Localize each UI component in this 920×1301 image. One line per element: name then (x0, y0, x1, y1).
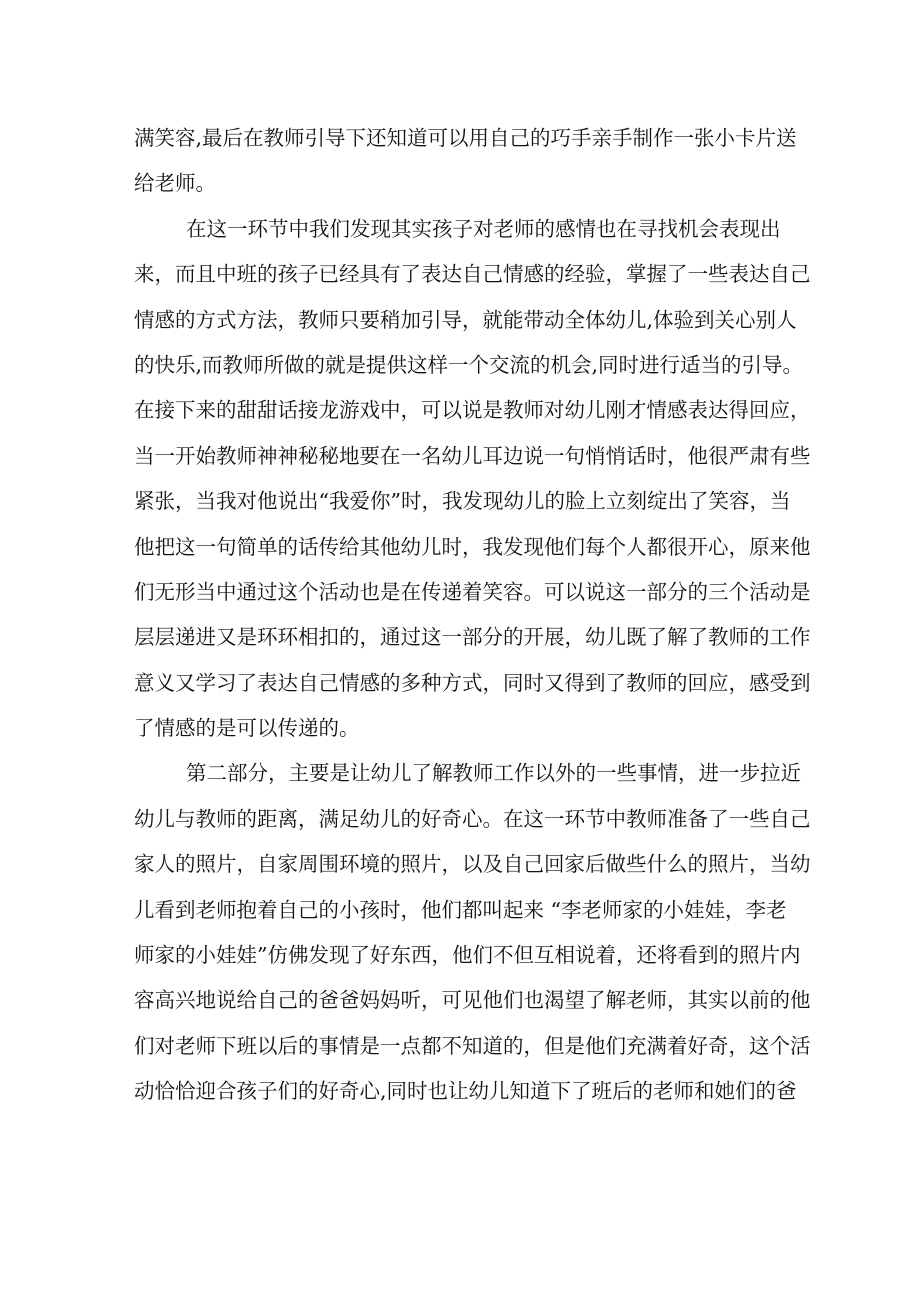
text-line: 了情感的是可以传递的。 (134, 716, 360, 741)
text-line: 们无形当中通过这个活动也是在传递着笑容。可以说这一部分的三个活动是 (134, 579, 811, 604)
text-line: 家人的照片，自家周围环境的照片，以及自己回家后做些什么的照片，当幼 (134, 852, 811, 877)
text-line: 容高兴地说给自己的爸爸妈妈听，可见他们也渴望了解老师，其实以前的他 (134, 988, 811, 1013)
text-line: 们对老师下班以后的事情是一点都不知道的，但是他们充满着好奇，这个活 (134, 1033, 811, 1058)
text-line: 层层递进又是环环相扣的，通过这一部分的开展，幼儿既了解了教师的工作 (134, 625, 811, 650)
text-line: 满笑容,最后在教师引导下还知道可以用自己的巧手亲手制作一张小卡片送 (134, 126, 797, 150)
text-line: 幼儿与教师的距离，满足幼儿的好奇心。在这一环节中教师准备了一些自己 (134, 806, 811, 831)
text-line: 在接下来的甜甜话接龙游戏中，可以说是教师对幼儿刚才情感表达得回应， (134, 398, 811, 423)
text-line: 紧张，当我对他说出“我爱你”时，我发现幼儿的脸上立刻绽出了笑容，当 (134, 489, 791, 514)
body-text (134, 116, 834, 1115)
text-line: 的快乐,而教师所做的就是提供这样一个交流的机会,同时进行适当的引导。 (134, 352, 804, 377)
text-line: 给老师。 (134, 171, 216, 196)
text-line: 当一开始教师神神秘秘地要在一名幼儿耳边说一句悄悄话时，他很严肃有些 (134, 443, 811, 468)
paragraph-start-line: 在这一环节中我们发现其实孩子对老师的感情也在寻找机会表现出 (186, 216, 781, 241)
text-line: 来，而且中班的孩子已经具有了表达自己情感的经验，掌握了一些表达自己 (134, 262, 811, 287)
text-line: 动恰恰迎合孩子们的好奇心,同时也让幼儿知道下了班后的老师和她们的爸 (134, 1079, 797, 1104)
text-line: 意义又学习了表达自己情感的多种方式，同时又得到了教师的回应，感受到 (134, 670, 811, 695)
text-line: 师家的小娃娃”仿佛发现了好东西，他们不但互相说着，还将看到的照片内 (134, 943, 801, 968)
paragraph-start-line: 第二部分，主要是让幼儿了解教师工作以外的一些事情，进一步拉近 (186, 761, 801, 786)
text-line: 儿看到老师抱着自己的小孩时，他们都叫起来 “李老师家的小娃娃，李老 (134, 897, 787, 922)
text-line: 他把这一句简单的话传给其他幼儿时，我发现他们每个人都很开心，原来他 (134, 534, 811, 559)
text-line: 情感的方式方法，教师只要稍加引导，就能带动全体幼儿,体验到关心别人 (134, 307, 797, 332)
